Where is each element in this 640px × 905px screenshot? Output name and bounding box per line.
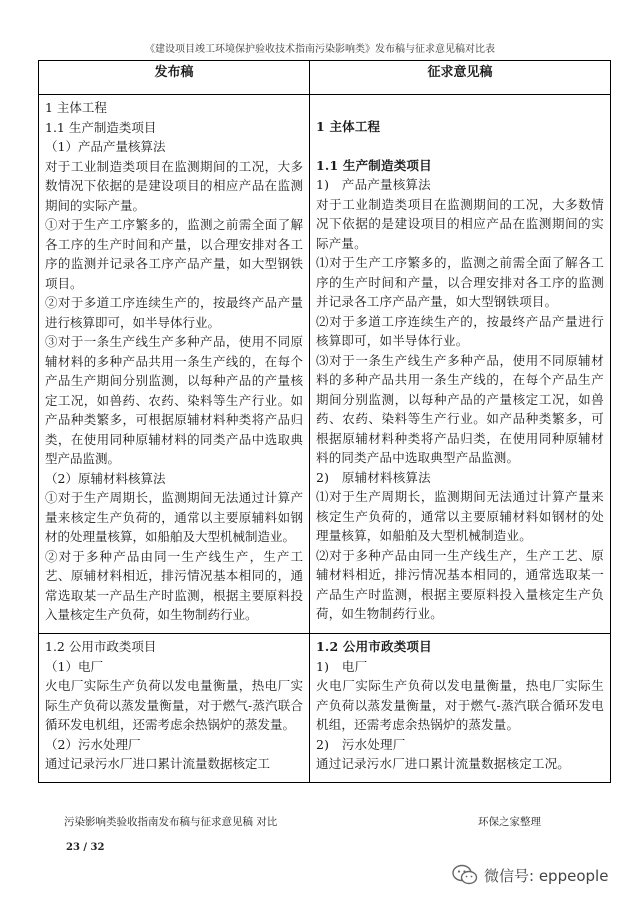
paragraph: ③对于一条生产线生产多种产品，使用不同原辅材料的多种产品共用一条生产线的，在每个产品生产期间分别监测，以每种产品的产量核定工况，如兽药、农药、染料等生产行业。如产品种类繁多，可根据原辅材料种类将产品归类，在使用同种原辅材料的同类产品中选取典型产品监测。: [45, 334, 303, 466]
column-header-draft: 征求意见稿: [310, 61, 611, 95]
watermark-text: 微信号: eppeople: [484, 866, 609, 885]
cell-draft-main: [310, 95, 611, 634]
wechat-icon: [452, 864, 478, 886]
section-heading: 1 主体工程: [316, 119, 381, 134]
page-number: 23 / 32: [66, 842, 105, 853]
paragraph: ⑴对于生产工序繁多的，监测之前需全面了解各工序的生产时间和产量，以合理安排对各工序的监测并记录各工序产品产量，如大型钢铁项目。: [316, 255, 604, 309]
method-heading: （1）电厂: [45, 658, 103, 674]
subsection-heading: 1.2 公用市政类项目: [316, 639, 432, 654]
column-header-published: 发布稿: [39, 61, 310, 95]
document-header: 《建设项目竣工环境保护验收技术指南污染影响类》发布稿与征求意见稿对比表: [145, 44, 495, 55]
paragraph: 通过记录污水厂进口累计流量数据核定工: [45, 756, 271, 771]
section-heading: 1 主体工程: [45, 100, 107, 115]
method-heading: （1）产品产量核算法: [45, 139, 166, 154]
paragraph: ①对于生产周期长，监测期间无法通过计算产量来核定生产负荷的，通常以主要原辅料如钢材的处理量核算，如船舶及大型机械制造业。: [45, 490, 303, 544]
method-heading: （2）污水处理厂: [45, 736, 141, 752]
paragraph: 对于工业制造类项目在监测期间的工况，大多数情况下依据的是建设项目的相应产品在监测期间的实际产量。: [45, 158, 303, 213]
paragraph: 火电厂实际生产负荷以发电量衡量，热电厂实际生产负荷以蒸发量衡量，对于燃气-蒸汽联合循环发电机组，还需考虑余热锅炉的蒸发量。: [316, 678, 604, 732]
paragraph: ②对于多种产品由同一生产线生产，生产工艺、原辅材料相近，排污情况基本相同的，通常选取某一产品生产时监测，根据主要原料投入量核定生产负荷，如生物制药行业。: [45, 548, 303, 622]
paragraph: 对于工业制造类项目在监测期间的工况，大多数情况下依据的是建设项目的相应产品在监测期间的实际产量。: [316, 196, 604, 251]
cell-published-municipal: [39, 634, 310, 783]
watermark: [452, 864, 608, 886]
subsection-heading: 1.1 生产制造类项目: [45, 119, 157, 135]
footer-credit: 环保之家整理: [478, 816, 541, 828]
method-heading: 1) 电厂: [316, 658, 368, 674]
subsection-heading: 1.1 生产制造类项目: [316, 157, 432, 173]
paragraph: ⑵对于多道工序连续生产的，按最终产品产量进行核算即可，如半导体行业。: [316, 313, 604, 348]
method-heading: （2）原辅材料核算法: [45, 470, 166, 486]
paragraph: ⑵对于多种产品由同一生产线生产，生产工艺、原辅材料相近，排污情况基本相同的，通常选取某一产品生产时监测，根据主要原料投入量核定生产负荷，如生物制药行业。: [316, 547, 604, 621]
paragraph: ⑴对于生产周期长，监测期间无法通过计算产量来核定生产负荷的，通常以主要原辅材料如钢材的处理量核算，如船舶及大型机械制造业。: [316, 489, 604, 543]
method-heading: 2) 污水处理厂: [316, 736, 406, 752]
paragraph: ⑶对于一条生产线生产多种产品，使用不同原辅材料的多种产品共用一条生产线的，在每个产品生产期间分别监测，以每种产品的产量核定工况，如兽药、农药、染料等生产行业。如产品种类繁多，可根据原辅材料种类将产品归类，在使用同种原辅材料的同类产品中选取典型产品监测。: [316, 352, 604, 465]
paragraph: ②对于多道工序连续生产的，按最终产品产量进行核算即可，如半导体行业。: [45, 295, 303, 330]
cell-published-main: [39, 95, 310, 634]
method-heading: 1) 产品产量核算法: [316, 177, 431, 192]
paragraph: 火电厂实际生产负荷以发电量衡量，热电厂实际生产负荷以蒸发量衡量，对于燃气-蒸汽联合循环发电机组，还需考虑余热锅炉的蒸发量。: [45, 678, 303, 732]
method-heading: 2) 原辅材料核算法: [316, 469, 431, 485]
cell-draft-municipal: [310, 634, 611, 783]
comparison-table: [38, 60, 611, 783]
subsection-heading: 1.2 公用市政类项目: [45, 639, 157, 654]
footer-title: 污染影响类验收指南发布稿与征求意见稿 对比: [64, 816, 278, 828]
paragraph: 通过记录污水厂进口累计流量数据核定工况。: [316, 756, 571, 771]
paragraph: ①对于生产工序繁多的，监测之前需全面了解各工序的生产时间和产量，以合理安排对各工序的监测并记录各工序产品产量，如大型钢铁项目。: [45, 217, 303, 291]
